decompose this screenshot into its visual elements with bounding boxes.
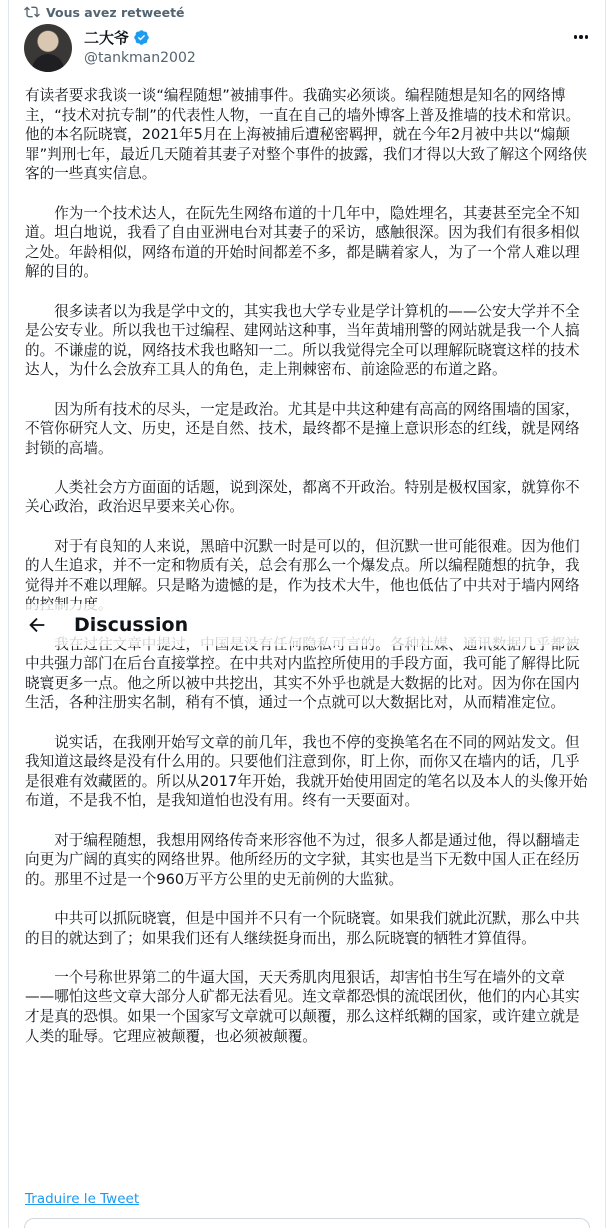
tweet-author <box>24 24 594 74</box>
more-options-icon[interactable] <box>570 28 592 46</box>
tweet-paragraph: 因为所有技术的尽头，一定是政治。尤其是中共这种建有高高的网络围墙的国家，不管你研究人文、历史，还是自然、技术，最终都不是撞上意识形态的红线，就是网络封锁的高墙。 <box>25 400 580 457</box>
reply-box[interactable] <box>24 1218 590 1228</box>
retweet-label: Vous avez retweeté <box>46 4 185 20</box>
author-handle[interactable]: @tankman2002 <box>84 50 196 66</box>
retweet-icon <box>24 4 40 20</box>
avatar[interactable] <box>24 24 72 72</box>
tweet-paragraph: 有读者要求我谈一谈“编程随想”被捕事件。我确实必须谈。编程随想是知名的网络博主，“技术对抗专制”的代表性人物，一直在自己的墙外博客上普及推墙的技术和常识。他的本名阮晓寰，2021年5月在上海被捕后遭秘密羁押，就在今年2月被中共以“煽颠罪”判刑七年，最近几天随着其妻子对整个事件的披露，我们才得以大致了解这个网络侠客的一些真实信息。 <box>25 87 588 183</box>
discussion-title: Discussion <box>74 614 189 636</box>
tweet-paragraph: 很多读者以为我是学中文的，其实我也大学专业是学计算机的——公安大学并不全是公安专业。所以我也干过编程、建网站这种事，当年黄埔刑警的网站就是我一个人搞的。不谦虚的说，网络技术我也略知一二。所以我觉得完全可以理解阮晓寰这样的技术达人，为什么会放弃工具人的角色，走上荆棘密布、前途险恶的布道之路。 <box>25 302 580 379</box>
tweet-paragraph: 中共可以抓阮晓寰，但是中国并不只有一个阮晓寰。如果我们就此沉默，那么中共的目的就达到了；如果我们还有人继续挺身而出，那么阮晓寰的牺牲才算值得。 <box>25 909 580 947</box>
tweet-paragraph: 人类社会方方面面的话题，说到深处，都离不开政治。特别是极权国家，就算你不关心政治，政治迟早要来关心你。 <box>25 478 580 516</box>
author-name-text: 二大爷 <box>84 29 130 47</box>
author-display-name[interactable] <box>84 27 150 48</box>
tweet-paragraph: 说实话，在我刚开始写文章的前几年，我也不停的变换笔名在不同的网站发文。但我知道这最终是没有什么用的。只要他们注意到你，盯上你，而你又在墙内的话，几乎是很难有效藏匿的。所以从2017年开始，我就开始使用固定的笔名以及本人的头像开始布道，不是我不怕，是我知道怕也没有用。终有一天要面对。 <box>25 733 588 810</box>
discussion-header <box>14 604 604 646</box>
retweet-indicator <box>24 3 185 21</box>
tweet-text <box>25 86 591 1066</box>
translate-tweet-link[interactable]: Traduire le Tweet <box>25 1191 140 1207</box>
tweet-paragraph: 作为一个技术达人，在阮先生网络布道的十几年中，隐姓埋名，其妻甚至完全不知道。坦白地说，我看了自由亚洲电台对其妻子的采访，感触很深。因为我们有很多相似之处。年龄相似，网络布道的开始时间都差不多，都是瞒着家人，为了一个常人难以理解的目的。 <box>25 204 580 281</box>
tweet-paragraph: 对于编程随想，我想用网络传奇来形容他不为过，很多人都是通过他，得以翻墙走向更为广阔的真实的网络世界。他所经历的文字狱，其实也是当下无数中国人正在经历的。那里不过是一个960万平方公里的史无前例的大监狱。 <box>25 831 580 888</box>
tweet-paragraph: 一个号称世界第二的牛逼大国，天天秀肌肉甩狠话，却害怕书生写在墙外的文章——哪怕这些文章大部分人矿都无法看见。连文章都恐惧的流氓团伙，他们的内心其实才是真的恐惧。如果一个国家写文章就可以颠覆，那么这样纸糊的国家，或许建立就是人类的耻辱。它理应被颠覆，也必须被颠覆。 <box>25 968 580 1045</box>
verified-badge-icon <box>133 29 150 46</box>
back-arrow-icon[interactable] <box>26 614 48 636</box>
tweet-paragraph: 对于有良知的人来说，黑暗中沉默一时是可以的，但沉默一世可能很难。因为他们的人生追求，并不一定和物质有关，总会有那么一个爆发点。所以编程随想的抗争，我觉得并不难以理解。只是略为遗憾的是，作为技术大牛，他也低估了中共对于墙内网络 <box>25 537 580 594</box>
tweet-paragraph: 中共强力部门在后台直接掌控。在中共对内监控所使用的手段方面，我可能了解得比阮晓寰更多一点。他之所以被中共挖出，其实不外乎也就是大数据的比对。因为你在国内生活，各种注册实名制，稍有不慎，通过一个点就可以大数据比对，从而精准定位。 <box>25 655 580 712</box>
